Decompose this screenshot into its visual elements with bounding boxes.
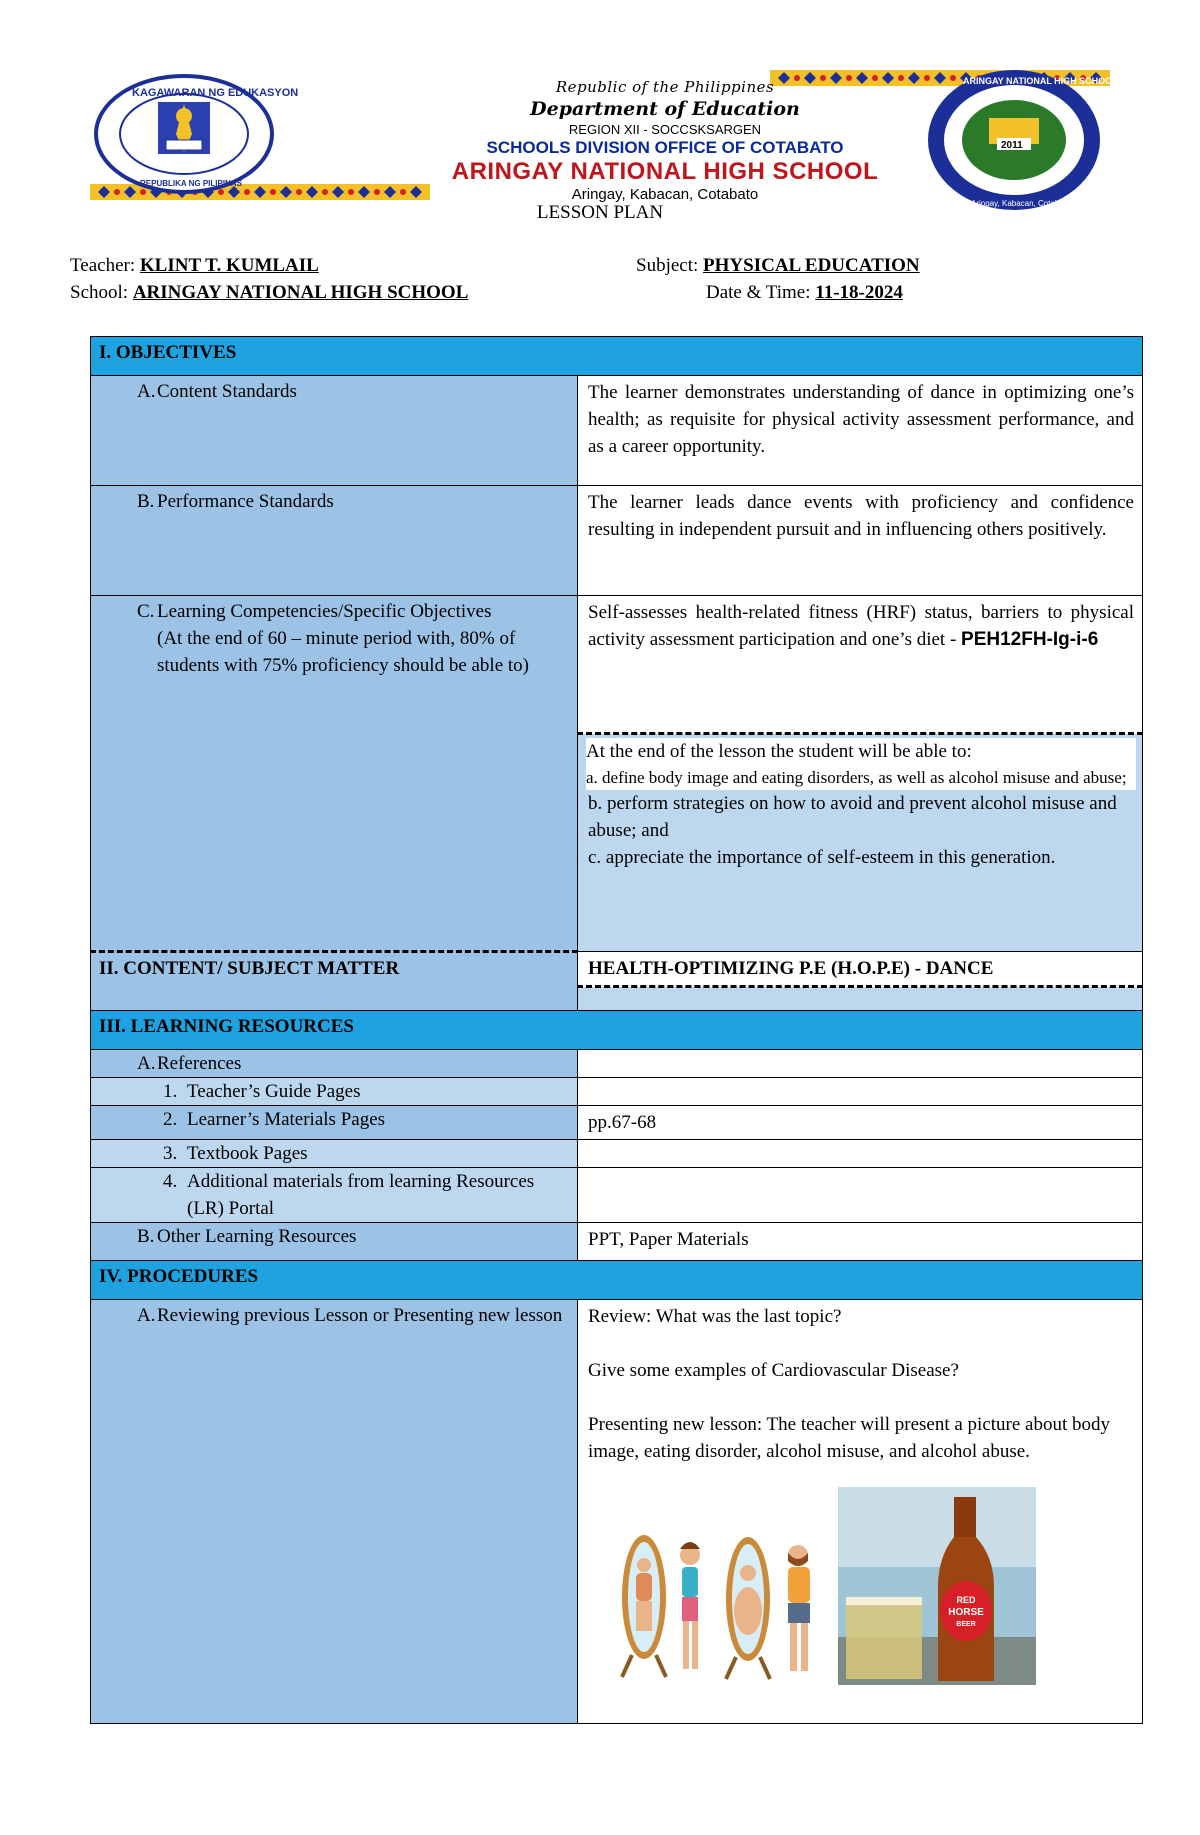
- reviewing-label-cell: [91, 1300, 578, 1724]
- textbook-label: Textbook Pages: [187, 1143, 308, 1164]
- item-marker: A.: [137, 1053, 156, 1074]
- presenting-new-lesson: Presenting new lesson: The teacher will present a picture about body image, eating disorder, alcohol misuse, and alcohol abuse.: [588, 1414, 1110, 1462]
- learners-materials-value: pp.67-68: [578, 1106, 1143, 1140]
- content-empty-cell: [578, 987, 1143, 1011]
- item-marker: B.: [137, 1226, 155, 1247]
- subject-label: Subject:: [636, 255, 699, 276]
- letterhead-header: [80, 60, 1140, 210]
- review-question: Review: What was the last topic?: [588, 1306, 842, 1327]
- performance-standards-text: The learner leads dance events with proficiency and confidence resulting in independent pursuit and in influencing others positively.: [578, 486, 1143, 596]
- republic-line: Republic of the Philippines: [555, 78, 775, 96]
- sub-marker: 3.: [163, 1143, 178, 1164]
- section-objectives-heading: I. OBJECTIVES: [91, 337, 1143, 376]
- content-standards-label-cell: [91, 376, 578, 486]
- subject-value: PHYSICAL EDUCATION: [703, 255, 920, 276]
- item-marker: B.: [137, 491, 155, 512]
- teachers-guide-label-cell: [91, 1078, 578, 1106]
- beer-bottle-photo: [838, 1487, 1036, 1685]
- other-resources-label-cell: [91, 1223, 578, 1261]
- address-line: Aringay, Kabacan, Cotabato: [571, 186, 759, 203]
- item-marker: A.: [137, 1305, 156, 1326]
- section-procedures-heading: IV. PROCEDURES: [91, 1261, 1143, 1300]
- textbook-label-cell: [91, 1140, 578, 1168]
- learners-materials-label: Learner’s Materials Pages: [187, 1109, 386, 1130]
- region-line: REGION XII - SOCCSKSARGEN: [568, 122, 762, 137]
- reviewing-content-cell: [578, 1300, 1143, 1724]
- learners-materials-label-cell: [91, 1106, 578, 1140]
- school-label: School:: [70, 282, 129, 303]
- additional-materials-value: [578, 1168, 1143, 1223]
- seal-text-bottom: REPUBLIKA NG PILIPINAS: [140, 179, 242, 188]
- subject-line: [636, 255, 920, 277]
- school-seal-logo: [925, 68, 1118, 213]
- learning-competency-cell: [578, 596, 1143, 734]
- school-line: [70, 282, 468, 304]
- sub-marker: 4.: [163, 1171, 178, 1192]
- specific-objectives-cell: [578, 734, 1143, 952]
- teacher-value: KLINT T. KUMLAIL: [139, 255, 319, 276]
- seal-text-top: KAGAWARAN NG EDUKASYON: [132, 87, 299, 99]
- additional-materials-label-cell: [91, 1168, 578, 1223]
- additional-materials-label: Additional materials from learning Resources (LR) Portal: [187, 1171, 535, 1219]
- deped-seal-logo: [92, 74, 299, 194]
- textbook-value: [578, 1140, 1143, 1168]
- performance-standards-label-cell: [91, 486, 578, 596]
- other-resources-value: PPT, Paper Materials: [578, 1223, 1143, 1261]
- learning-competencies-label-cell: [91, 596, 578, 952]
- sub-marker: 2.: [163, 1109, 178, 1130]
- learning-competencies-label: Learning Competencies/Specific Objectives: [157, 601, 492, 622]
- school-value: ARINGAY NATIONAL HIGH SCHOOL: [132, 282, 469, 303]
- school-name-line: ARINGAY NATIONAL HIGH SCHOOL: [451, 158, 879, 185]
- item-marker: C.: [137, 601, 155, 622]
- references-label: References: [157, 1053, 242, 1074]
- specific-objective-c: c. appreciate the importance of self-esteem in this generation.: [588, 847, 1056, 868]
- school-seal-text: ARINGAY NATIONAL HIGH SCHOOL: [963, 76, 1118, 86]
- bottle-label-line2: HORSE: [948, 1607, 984, 1618]
- teachers-guide-label: Teacher’s Guide Pages: [187, 1081, 361, 1102]
- date-line: [706, 282, 903, 304]
- teacher-line: [70, 255, 319, 277]
- content-subject-heading: II. CONTENT/ SUBJECT MATTER: [91, 952, 578, 1011]
- item-marker: A.: [137, 381, 156, 402]
- reviewing-label: Reviewing previous Lesson or Presenting new lesson: [157, 1305, 563, 1326]
- specific-objectives-highlight: [586, 738, 1136, 790]
- sub-marker: 1.: [163, 1081, 178, 1102]
- specific-objective-b: b. perform strategies on how to avoid and prevent alcohol misuse and abuse; and: [588, 793, 1117, 841]
- performance-standards-label: Performance Standards: [157, 491, 334, 512]
- learning-competencies-note: (At the end of 60 – minute period with, 80% of students with 75% proficiency should be able to): [157, 628, 530, 676]
- school-seal-bottom: Aringay, Kabacan, Cotabato: [971, 199, 1071, 208]
- teachers-guide-value: [578, 1078, 1143, 1106]
- lesson-plan-table: [90, 336, 1143, 1724]
- references-label-cell: [91, 1050, 578, 1078]
- references-value: [578, 1050, 1143, 1078]
- competency-code: PEH12FH-Ig-i-6: [961, 629, 1099, 650]
- document-title: LESSON PLAN: [536, 202, 664, 223]
- learning-competency-text: Self-assesses health-related fitness (HRF) status, barriers to physical activity assessment participation and one’s diet -: [588, 602, 1134, 650]
- content-standards-text: The learner demonstrates understanding of dance in optimizing one’s health; as requisite for physical activity assessment performance, and as a career opportunity.: [578, 376, 1143, 486]
- date-value: 11-18-2024: [815, 282, 903, 303]
- other-resources-label: Other Learning Resources: [157, 1226, 357, 1247]
- division-line: SCHOOLS DIVISION OFFICE OF COTABATO: [486, 138, 844, 157]
- content-standards-label: Content Standards: [157, 381, 297, 402]
- department-line: Department of Education: [530, 98, 800, 120]
- date-label: Date & Time:: [706, 282, 811, 303]
- lesson-pictures: [588, 1465, 1134, 1695]
- letterhead-text: [410, 78, 920, 203]
- content-subject-value: HEALTH-OPTIMIZING P.E (H.O.P.E) - DANCE: [578, 952, 1143, 987]
- teacher-label: Teacher:: [70, 255, 136, 276]
- section-resources-heading: III. LEARNING RESOURCES: [91, 1011, 1143, 1050]
- specific-objective-a: a. define body image and eating disorders, as well as alcohol misuse and abuse;: [586, 768, 1127, 787]
- body-image-illustration: [608, 1527, 833, 1682]
- bottle-label-line1: RED: [956, 1595, 976, 1605]
- bottle-label-line3: BEER: [956, 1621, 976, 1628]
- cardiovascular-question: Give some examples of Cardiovascular Disease?: [588, 1360, 959, 1381]
- specific-intro: At the end of the lesson the student will be able to:: [586, 741, 972, 762]
- school-seal-year: 2011: [1001, 140, 1023, 151]
